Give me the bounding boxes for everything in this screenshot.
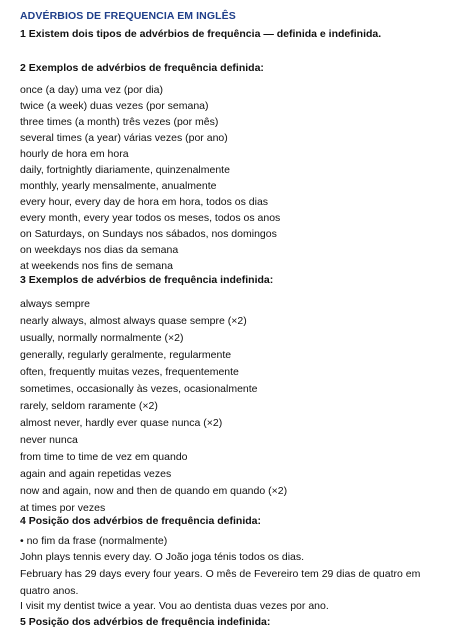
list-item: always sempre [20, 298, 91, 310]
section-4-heading: 4 Posição dos advérbios de frequência definida: [20, 515, 261, 527]
document-title: ADVÉRBIOS DE FREQUENCIA EM INGLÊS [20, 10, 236, 22]
list-item: almost never, hardly ever quase nunca (×2) [20, 417, 223, 429]
list-item: sometimes, occasionally às vezes, ocasionalmente [20, 383, 258, 395]
list-item: nearly always, almost always quase sempre (×2) [20, 315, 247, 327]
list-item: now and again, now and then de quando em quando (×2) [20, 485, 288, 497]
list-item: never nunca [20, 434, 78, 446]
example-sentence: February has 29 days every four years. O mês de Fevereiro tem 29 dias de quatro em quatro anos. [20, 568, 421, 597]
example-sentence: I visit my dentist twice a year. Vou ao dentista duas vezes por ano. [20, 600, 329, 612]
section-1-heading: 1 Existem dois tipos de advérbios de frequência — definida e indefinida. [20, 28, 382, 40]
list-item: rarely, seldom raramente (×2) [20, 400, 158, 412]
list-item: usually, normally normalmente (×2) [20, 332, 184, 344]
list-item: three times (a month) três vezes (por mês) [20, 116, 219, 128]
section-5-heading: 5 Posição dos advérbios de frequência indefinida: [20, 616, 271, 628]
list-item: daily, fortnightly diariamente, quinzenalmente [20, 164, 230, 176]
list-item: twice (a week) duas vezes (por semana) [20, 100, 209, 112]
list-item: on weekdays nos dias da semana [20, 244, 179, 256]
list-item: generally, regularly geralmente, regularmente [20, 349, 232, 361]
list-item: once (a day) uma vez (por dia) [20, 84, 163, 96]
section-2-heading: 2 Exemplos de advérbios de frequência definida: [20, 62, 264, 74]
list-item: at weekends nos fins de semana [20, 260, 173, 272]
list-item: monthly, yearly mensalmente, anualmente [20, 180, 217, 192]
list-item: on Saturdays, on Sundays nos sábados, nos domingos [20, 228, 277, 240]
list-item: at times por vezes [20, 502, 106, 514]
list-item: again and again repetidas vezes [20, 468, 172, 480]
section-3-heading: 3 Exemplos de advérbios de frequência indefinida: [20, 274, 274, 286]
list-item: several times (a year) várias vezes (por ano) [20, 132, 228, 144]
list-item: every hour, every day de hora em hora, todos os dias [20, 196, 269, 208]
example-sentence: John plays tennis every day. O João joga ténis todos os dias. [20, 551, 305, 563]
list-item: every month, every year todos os meses, todos os anos [20, 212, 281, 224]
bullet-note: • no fim da frase (normalmente) [20, 535, 168, 547]
list-item: from time to time de vez em quando [20, 451, 188, 463]
list-item: often, frequently muitas vezes, frequentemente [20, 366, 239, 378]
list-item: hourly de hora em hora [20, 148, 129, 160]
